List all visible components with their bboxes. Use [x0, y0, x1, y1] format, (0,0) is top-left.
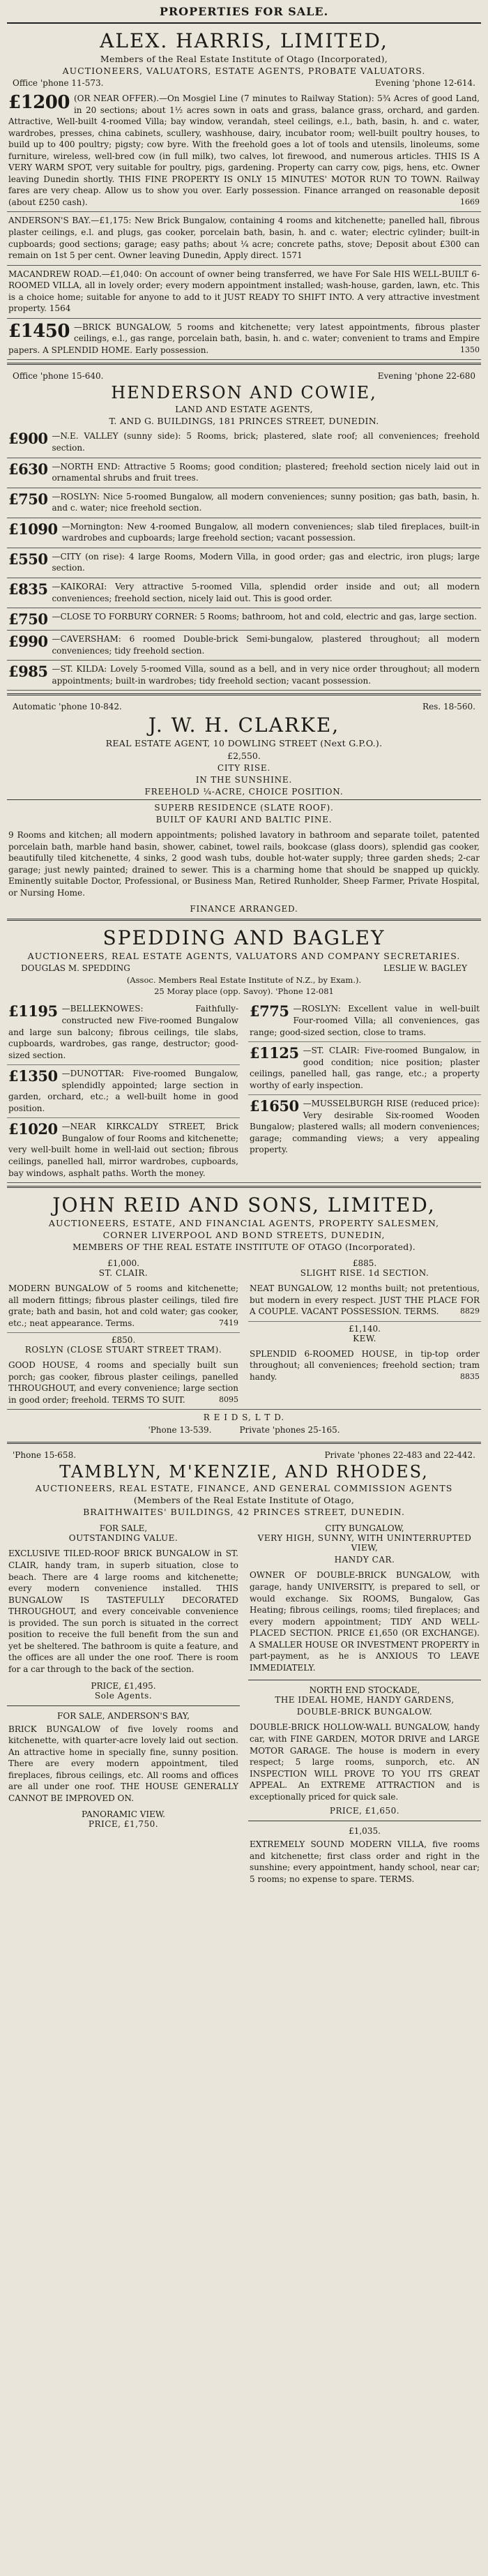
listing-price: £1195 — [8, 1002, 58, 1020]
agency-services: AUCTIONEERS, REAL ESTATE AGENTS, VALUATORS AND COMPANY SECRETARIES. — [27, 951, 461, 962]
listing — [7, 518, 481, 548]
agency-address: REAL ESTATE AGENT, 10 DOWLING STREET (Next G.P.O.). — [105, 738, 383, 749]
listing-price: £1125 — [250, 1044, 299, 1062]
listing-location: SLIGHT RISE. 1d SECTION. — [300, 1268, 429, 1279]
evening-phone: Evening 'phone 12-614. — [374, 78, 475, 88]
left-column — [7, 1000, 240, 1182]
listing — [248, 1000, 481, 1042]
listing — [7, 266, 481, 319]
listing-text: —ST. KILDA: Lovely 5-roomed Villa, sound as a bell, and in very nice order throughout; all modern appointments; built-in wardrobes; tidy freehold section; vacant possession. — [52, 664, 480, 686]
listing-ref: 8829 — [460, 1306, 480, 1316]
phone: 'Phone 13-539. — [148, 1425, 212, 1436]
partner-names — [21, 963, 467, 973]
listing-ref: 8835 — [460, 1371, 480, 1381]
office-phone: Office 'phone 15-640. — [13, 371, 104, 382]
listing-price: £630 — [8, 460, 48, 478]
listing-text: —CLOSE TO FORBURY CORNER: 5 Rooms; bathroom, hot and cold, electric and gas, large section. — [52, 612, 478, 622]
listing-text: MACANDREW ROAD.—£1,040: On account of owner being transferred, we have For Sale HIS WELL-BUILT 6-ROOMED VILLA, all in lovely order; every modern appointment installed; wash-house, garden, lawn, etc. This is a choice home; suitable for anyone to add to it JUST READY TO SHIFT INTO. A very attractive investment property. 1564 — [8, 269, 480, 314]
listing-price: £1450 — [8, 320, 70, 342]
listing-tag: THE IDEAL HOME, HANDY GARDENS, — [275, 1695, 455, 1705]
listing-price: PRICE, £1,650. — [329, 1806, 400, 1816]
listing-text: —ROSLYN: Nice 5-roomed Bungalow, all modern conveniences; sunny position; gas bath, basin, h. and c. water; nice freehold section. — [52, 491, 480, 513]
listing-text: MODERN BUNGALOW of 5 rooms and kitchenette; all modern fittings; fibrous plaster ceilings, tiled fire grate; bath and basin, hot and cold water; gas cooker, etc.; neat appearance. Terms. — [8, 1283, 238, 1328]
listing — [248, 1280, 481, 1322]
listing — [7, 488, 481, 518]
listing-head: NORTH END STOCKADE, — [309, 1685, 420, 1696]
listing — [7, 1357, 240, 1409]
agency-clarke — [7, 693, 481, 919]
listing-head: £1,140. — [349, 1323, 381, 1334]
price-line: £2,550. — [227, 751, 261, 762]
phone: 'Phone 15-658. — [13, 1450, 77, 1461]
listing-ref: 7419 — [219, 1318, 238, 1327]
listing-head: £850. — [111, 1335, 136, 1346]
listing — [7, 1118, 240, 1182]
agency-phones — [13, 78, 475, 88]
automatic-phone: Automatic 'phone 10-842. — [13, 702, 122, 712]
agency-tamblyn — [7, 1442, 481, 1891]
title-line: SUPERB RESIDENCE (SLATE ROOF). — [154, 803, 334, 813]
listing-price: £775 — [250, 1002, 289, 1020]
listing-text: —ROSLYN: Excellent value in well-built Four-roomed Villa; all conveniences, gas range; good-sized section, close to trams. — [250, 1004, 480, 1037]
newspaper-page — [7, 3, 481, 2569]
private-phone: Private 'phones 22-483 and 22-442. — [324, 1450, 475, 1461]
listing-price: £985 — [8, 663, 48, 681]
listing — [7, 631, 481, 661]
listing-tag: VERY HIGH, SUNNY, WITH UNINTERRUPTED VIEW, — [257, 1533, 472, 1553]
agency-services: AUCTIONEERS, VALUATORS, ESTATE AGENTS, PROBATE VALUATORS. — [62, 66, 426, 76]
listing-text: —CAVERSHAM: 6 roomed Double-brick Semi-bungalow, plastered throughout; all modern conveniences; tidy freehold section. — [52, 633, 480, 656]
agency-sub: AUCTIONEERS, ESTATE, AND FINANCIAL AGENTS, PROPERTY SALESMEN, — [48, 1218, 440, 1229]
listing-text: BRICK BUNGALOW of five lovely rooms and kitchenette, with quarter-acre lovely laid out section. An attractive home in specially fine, sunny position. There are every modern appointment, tiled fireplaces, fibrous ceilings, etc. All rooms and offices are all under one roof. THE HOUSE GENERALLY CANNOT BE IMPROVED ON. — [8, 1724, 238, 1803]
listing — [248, 1346, 481, 1387]
listing — [7, 458, 481, 488]
listing-price: PRICE, £1,750. — [88, 1819, 159, 1830]
title-line: BUILT OF KAURI AND BALTIC PINE. — [155, 815, 333, 825]
listing-head: CITY BUNGALOW, — [325, 1523, 404, 1534]
office-phone: Office 'phone 11-573. — [13, 78, 104, 88]
listing-tag: HANDY CAR. — [334, 1555, 395, 1565]
listing-ref: 1669 — [460, 197, 480, 206]
listing-price: £750 — [8, 490, 48, 508]
listing-columns — [7, 997, 481, 1183]
agency-reid — [7, 1186, 481, 1442]
agency-membership: MEMBERS OF THE REAL ESTATE INSTITUTE OF OTAGO (Incorporated). — [72, 1242, 416, 1253]
listing-text: EXTREMELY SOUND MODERN VILLA, five rooms and kitchenette; first class order and right in the sunshine; every appointment, handy school, near car; 5 rooms; no expense to spare. TERMS. — [250, 1839, 480, 1884]
agency-spedding — [7, 919, 481, 1186]
listing-text: DOUBLE-BRICK HOLLOW-WALL BUNGALOW, handy car, with FINE GARDEN, MOTOR DRIVE and LARGE MOTOR GARAGE. The house is modern in every respect; 5 large rooms, sunporch, etc. AN INSPECTION WILL PROVE TO YOU ITS GREAT APPEAL. An EXTREME ATTRACTION and is exceptionally priced for quick sale. — [250, 1722, 480, 1802]
listing — [248, 1042, 481, 1095]
listing-text: —BELLEKNOWES: Faithfully-constructed new Five-roomed Bungalow and large sun balcony; fibrous ceilings, tile slabs, cupboards, wardrobes, gas range, destructor; good-sized section. — [8, 1004, 238, 1060]
agency-sub: LAND AND ESTATE AGENTS, — [175, 404, 313, 415]
listing-price: £1020 — [8, 1120, 58, 1138]
agency-address: T. AND G. BUILDINGS, 181 PRINCES STREET, DUNEDIN. — [109, 416, 379, 427]
agency-name: SPEDDING AND BAGLEY — [102, 926, 386, 950]
listing-price: PRICE, £1,495. — [91, 1680, 156, 1691]
private-phone: Private 'phones 25-165. — [239, 1425, 340, 1436]
listing — [7, 608, 481, 631]
listing-text: —ST. CLAIR: Five-roomed Bungalow, in good condition; nice position; plaster ceilings, panelled hall, gas range, etc.; a property worthy of early inspection. — [250, 1046, 480, 1090]
listing-text: NEAT BUNGALOW, 12 months built; not pretentious, but modern in every respect. JUST THE PLACE FOR A COUPLE. VACANT POSSESSION. TERMS. — [250, 1283, 480, 1317]
agency-phones — [13, 702, 475, 711]
listing — [248, 1095, 481, 1159]
agency-services: AUCTIONEERS, REAL ESTATE, FINANCE, AND GENERAL COMMISSION AGENTS — [35, 1483, 453, 1494]
res-phone: Res. 18-560. — [422, 702, 475, 712]
location-line: CITY RISE. — [217, 763, 271, 774]
listing-head: £1,035. — [349, 1826, 381, 1837]
listing-text: —N.E. VALLEY (sunny side): 5 Rooms, brick; plastered, slate roof; all conveniences; freehold section. — [52, 431, 480, 453]
listing-text: OWNER OF DOUBLE-BRICK BUNGALOW, with garage, handy UNIVERSITY, is prepared to sell, or would exchange. Six ROOMS, Bungalow, Gas Heating; fibrous ceilings, rooms; tiled fireplaces; and every modern appointment; TIDY AND WELL-PLACED SECTION. PRICE £1,650 (OR EXCHANGE). A SMALLER HOUSE OR INVESTMENT PROPERTY in part-payment, as he is ANXIOUS TO LEAVE IMMEDIATELY. — [250, 1570, 480, 1673]
agency-address: CORNER LIVERPOOL AND BOND STREETS, DUNEDIN, — [102, 1230, 386, 1241]
right-column — [248, 1521, 481, 1888]
listing-ref: 8095 — [219, 1394, 238, 1404]
evening-phone: Evening 'phone 22-680 — [377, 371, 475, 382]
freehold-line: FREEHOLD ¼-ACRE, CHOICE POSITION. — [144, 787, 344, 797]
listing-location: KEW. — [353, 1333, 376, 1343]
right-column — [248, 1000, 481, 1182]
listing-text: —DUNOTTAR: Five-roomed Bungalow, splendidly appointed; large section in garden, orchard, etc.; a well-built home in good position. — [8, 1069, 238, 1113]
listing-ref: 1350 — [460, 345, 480, 354]
agency-name: JOHN REID AND SONS, LIMITED, — [52, 1193, 436, 1217]
listing-text: EXCLUSIVE TILED-ROOF BRICK BUNGALOW in ST. CLAIR, handy tram, in superb situation, close to beach. There are 4 large rooms and kitchenette; every modern convenience installed. THIS BUNGALOW IS TASTEFULLY DECORATED THROUGHOUT, and every conceivable convenience is provided. The sun porch is situated in the correct position to receive the full benefit from the sun and yet be sheltered. The bathroom is quite a feature, and the offices are all under the one roof. There is room for a car through to the back of the section. — [8, 1549, 238, 1674]
listing-text: SPLENDID 6-ROOMED HOUSE, in tip-top order throughout; all conveniences; freehold section; tram handy. — [250, 1348, 480, 1382]
listing-head: FOR SALE, ANDERSON'S BAY, — [57, 1710, 190, 1721]
listing — [7, 578, 481, 608]
agency-membership: Members of the Real Estate Institute of Otago (Incorporated), — [100, 54, 388, 64]
listing-tag: OUTSTANDING VALUE. — [68, 1533, 178, 1544]
listing-price: £900 — [8, 430, 48, 448]
listing — [7, 1280, 240, 1333]
listing-price: £990 — [8, 632, 48, 650]
listing-head: FOR SALE, — [99, 1523, 148, 1534]
agency-membership: (Members of the Real Estate Institute of Otago, — [133, 1495, 355, 1506]
listing-columns — [7, 1519, 481, 1888]
listing-location: ROSLYN (CLOSE STUART STREET TRAM). — [24, 1345, 222, 1355]
listing-location: ST. CLAIR. — [98, 1268, 148, 1279]
agency-address: BRAITHWAITES' BUILDINGS, 42 PRINCES STREET, DUNEDIN. — [83, 1507, 405, 1518]
listing-text: —NORTH END: Attractive 5 Rooms; good condition; plastered; freehold section nicely laid out in ornamental shrubs and fruit trees. — [52, 461, 480, 483]
listing — [7, 548, 481, 578]
listing — [7, 90, 481, 212]
agency-name: TAMBLYN, M'KENZIE, AND RHODES, — [59, 1462, 429, 1482]
listing-text: —CITY (on rise): 4 large Rooms, Modern Villa, in good order; gas and electric, iron plugs; large section. — [52, 551, 480, 573]
listing — [7, 1000, 240, 1065]
listing-price: £1090 — [8, 520, 58, 538]
agency-address: 25 Moray place (opp. Savoy). 'Phone 12-081 — [154, 986, 334, 997]
listing-head: £885. — [352, 1258, 377, 1269]
listing-price: £750 — [8, 610, 48, 628]
agency-phones — [13, 371, 475, 381]
agency-footer: R E I D S, L T D. — [203, 1413, 285, 1423]
listing-text: GOOD HOUSE, 4 rooms and specially built sun porch; gas cooker, fibrous plaster ceilings, panelled THROUGHOUT, and every convenience; large section in good order; freehold. TERMS TO SUIT. — [8, 1360, 238, 1405]
listing-tag: DOUBLE-BRICK BUNGALOW. — [296, 1707, 433, 1717]
assoc-line: (Assoc. Members Real Estate Institute of N.Z., by Exam.). — [126, 975, 362, 986]
section-header: PROPERTIES FOR SALE. — [7, 3, 481, 24]
listing-price: £835 — [8, 580, 48, 598]
agency-harris — [7, 24, 481, 363]
agency-henderson — [7, 363, 481, 693]
left-column — [7, 1521, 240, 1888]
listing-price: £1200 — [8, 92, 70, 113]
agency-name: J. W. H. CLARKE, — [148, 714, 340, 737]
agency-phones — [7, 1425, 481, 1435]
listing-agents: Sole Agents. — [94, 1690, 153, 1701]
listing-columns — [7, 1253, 481, 1410]
partner-name: DOUGLAS M. SPEDDING — [21, 963, 130, 974]
listing — [7, 1065, 240, 1118]
listing-text: —KAIKORAI: Very attractive 5-roomed Villa, splendid order inside and out; all modern conveniences; freehold section, nicely laid out. This is good order. — [52, 581, 480, 603]
agency-phones — [13, 1450, 475, 1460]
listing — [7, 428, 481, 458]
listing-text: —BRICK BUNGALOW, 5 rooms and kitchenette; very latest appointments, fibrous plaster ceilings, e.l., gas range, porcelain bath, basin, h. and c. water; convenient to trams and Empire papers. A SPLENDID HOME. Early possession. — [8, 322, 480, 355]
left-column — [7, 1256, 240, 1409]
listing-tag: PANORAMIC VIEW. — [82, 1809, 165, 1820]
listing-text: —MUSSELBURGH RISE (reduced price): Very desirable Six-roomed Wooden Bungalow; plastered walls; all modern conveniences; garage; commanding views; a very appealing property. — [250, 1099, 480, 1155]
partner-name: LESLIE W. BAGLEY — [383, 963, 467, 974]
divider — [7, 799, 481, 800]
listing-head: £1,000. — [107, 1258, 139, 1269]
listing-price: £1350 — [8, 1067, 58, 1085]
listing — [7, 319, 481, 361]
listing-text: (OR NEAR OFFER).—On Mosgiel Line (7 minutes to Railway Station): 5¾ Acres of good Land, in 20 sections; about 1½ acres sown in oats and grass, balance grass, orchard, and garden. Attractive, Well-built 4-roomed Villa; bay window, verandah, steel ceilings, e.l., bath, basin, h. and c. water, wardrobes, presses, china cabinets, scullery, washhouse, dairy, incubator room; well-built poultry houses, to build up to 400 poultry; pigsty; cow byre. With the freehold goes a lot of tools and utensils, linoleums, some furniture, wireless, well-bred cow (in full milk), two calves, lot firewood, and numerous articles. THIS IS A VERY WARM SPOT, very suitable for poultry, pigs, gardening. Property can carry cow, pigs, hens, etc. Owner leaving Dunedin shortly. THIS FINE PROPERTY IS ONLY 15 MINUTES' MOTOR RUN TO TOWN. Railway fares are very cheap. Allow us to show you over. Early possession. Finance arranged on reasonable deposit (about £250 cash). — [8, 93, 480, 207]
location-line: IN THE SUNSHINE. — [195, 775, 293, 785]
listing-text: —Mornington: New 4-roomed Bungalow, all modern conveniences; slab tiled fireplaces, built-in wardrobes and cupboards; large freehold section; vacant possession. — [61, 521, 480, 543]
agency-name: ALEX. HARRIS, LIMITED, — [100, 29, 388, 52]
divider — [7, 1705, 240, 1706]
finance-line: FINANCE ARRANGED. — [190, 904, 298, 914]
listing-text: 9 Rooms and kitchen; all modern appointments; polished lavatory in bathroom and separate toilet, patented porcelain bath, marble hand basin, shower, cabinet, towel rails, bookcase (glass doors), splendid gas cooker, beautifully tiled kitchenette, 4 sinks, 2 good wash tubs, double hot-water supply; three garden sheds; 2-car garage; just newly painted; drained to sewer. This is a charming home that should be snapped up quickly. Eminently suitable Doctor, Professional, or Business Man, Retired Runholder, Sheep Farmer, Private Hospital, or Nursing Home. — [8, 830, 480, 898]
listing-text: —NEAR KIRKCALDY STREET, Brick Bungalow of four Rooms and kitchenette; very well-built home in well-laid out section; fibrous ceilings, panelled hall, mirror wardrobes, cupboards, bay windows, asphalt paths. Worth the money. — [8, 1122, 238, 1178]
listing — [7, 661, 481, 691]
agency-name: HENDERSON AND COWIE, — [111, 383, 377, 403]
listing-text: ANDERSON'S BAY.—£1,175: New Brick Bungalow, containing 4 rooms and kitchenette; panelled hall, fibrous plaster ceilings, e.l. and plugs, gas cooker, porcelain bath, basin, h. and c. water; electric cylinder; built-in cupboards; good sections; garage; easy paths; about ¼ acre; concrete paths, stove; Deposit about £300 can remain on 1st 5 per cent. Owner leaving Dunedin, Apply direct. 1571 — [8, 216, 480, 261]
listing — [7, 212, 481, 265]
right-column — [248, 1256, 481, 1409]
listing-price: £550 — [8, 550, 48, 568]
listing-price: £1650 — [250, 1097, 299, 1115]
